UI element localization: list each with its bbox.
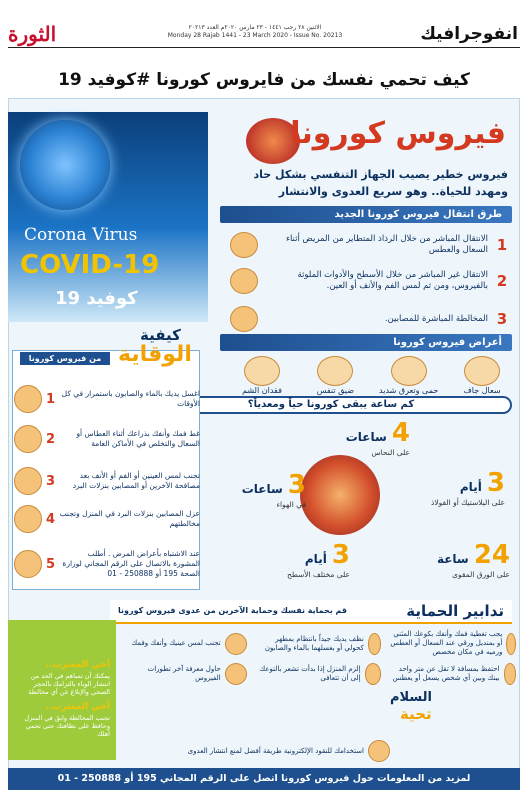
cover-cough-icon [506,633,516,655]
hero-arabic-title: كوفيد 19 [55,288,138,309]
dateline-arabic: الاثنين ٢٨ رجب ١٤٤١ - ٢٣ مارس ٢٠٢٠م العدد ٢٠٢١٣ [188,24,322,31]
survival-item-surfaces: 3 أيام على مختلف الأسطح [287,540,350,579]
dateline [160,24,350,40]
infographic-title: فيروس كورونا [290,116,506,151]
symptom-item: ضيق تنفس [305,356,365,395]
fever-icon [391,356,427,386]
transmission-item [230,232,510,258]
hand-washing-icon [14,385,42,413]
sanitizer-icon [368,633,382,655]
virus-illustration [300,455,380,535]
greeting-word: السلام [390,690,432,705]
measures-grid [120,630,516,685]
distance-icon [504,663,517,685]
transmission-number: 3 [496,309,508,328]
symptom-item: حمى وتعرق شديد [379,356,439,395]
symptom-item: فقدان الشم [232,356,292,395]
intro-text: فيروس خطير يصيب الجهاز التنفسي بشكل حاد ومهدد للحياة.. وهو سريع العدوى والانتشار [253,168,508,198]
measure-item: نظف يديك جيداً بانتظام بمطهر كحولي أو بغسلهما بالماء والصابون [255,630,382,657]
breathing-icon [317,356,353,386]
transmission-text: الانتقال المباشر من خلال الرذاذ المتطاير من المريض أثناء السعال والعطس [285,234,488,255]
transmission-number: 1 [496,235,508,254]
smell-loss-icon [244,356,280,386]
prevention-item: عند الاشتباه بأعراض المرض . أطلب المشورة بالاتصال على الرقم المجاني لوزارة الصحة 195 أو 250888 - 01 5 [14,540,200,588]
dateline-english: Monday 28 Rajab 1441 - 23 March 2020 - Issue No. 20213 [167,32,343,39]
prevention-item: غط فمك وأنفك بذراعك أثناء العطاس أو السعال والتخلص في الأماكن العامة 2 [14,420,200,458]
transmission-number: 2 [496,271,508,290]
measures-header [110,600,512,624]
survival-item-cardboard: 24 ساعة على الورق المقوى [436,540,510,579]
measures-title: تدابير الحماية [406,602,504,620]
symptoms-heading: أعراض فيروس كورونا [220,334,512,351]
expat-title: أخي المغترب.. [45,660,110,670]
survival-item-air: 3 ساعات في الهواء [241,470,306,509]
prevention-item: عزل المصابين بنزلات البرد في المنزل وتجنب مخالطتهم 4 [14,500,200,538]
prevention-title-large: الوقاية [118,342,192,367]
footer-hotline: لمزيد من المعلومات حول فيروس كورونا اتصل على الرقم المجاني 195 أو 250888 - 01 [8,768,520,790]
prevention-subtitle: من فيروس كورونا [20,352,110,365]
transmission-heading: طرق انتقال فيروس كورونا الجديد [220,206,512,223]
survival-item-copper: 4 ساعات على النحاس [345,418,410,457]
survival-item-plastic: 3 أيام على البلاستيك أو الفولاذ [431,468,505,507]
prevention-title: كيفية [140,326,181,344]
measure-item: تجنب لمس عينيك وأنفك وفمك [120,630,247,657]
newspaper-logo: الثورة [8,22,57,46]
prevention-item: اغسل يديك بالماء والصابون باستمرار في كل الأوقات 1 [14,380,200,418]
no-touch-face-icon [225,633,247,655]
virus-illustration [20,120,110,210]
symptoms-list [232,356,512,395]
cough-icon [464,356,500,386]
no-touch-face-icon [14,467,42,495]
symptom-item: سعال جاف [452,356,512,395]
greeting-sign [390,690,518,770]
greeting-word: تحية [400,705,432,723]
hero-covid-title: COVID-19 [20,250,160,280]
prevention-item: تجنب لمس العينين أو الفم أو الأنف بعد مصافحة الآخرين أو المصابين بنزلات البرد 3 [14,462,200,500]
expat-panel [8,620,116,760]
contaminated-surface-icon [230,268,258,294]
isolation-icon [14,505,42,533]
crowd-icon [230,306,258,332]
transmission-text: المخالطة المباشرة للمصابين. [384,313,488,324]
expat-text: تجنب المخالطة وابقَ في المنزل وحافظ على نظافتك حتى تحمي أهلك [24,714,110,738]
cover-mouth-icon [14,425,42,453]
measure-item: حاول معرفة آخر تطورات الفيروس [120,663,247,685]
hero-english-title: Corona Virus [24,225,138,245]
measure-item: استخدامك للنقود الإلكترونية طريقة أفضل لمنع انتشار العدوى [120,740,390,762]
survival-heading: كم ساعة يبقى كورونا حياً ومعدياً؟ [150,396,512,414]
section-title: انفوجرافيك [420,24,518,44]
payment-card-icon [368,740,390,762]
measure-item: احتفظ بمسافة لا تقل عن متر واحد بينك وبين أي شخص يسعل أو يعطس [389,663,516,685]
phone-icon [14,550,42,578]
transmission-item [230,306,510,332]
measures-subtitle: قم بحماية نفسك وحماية الآخرين من عدوى فيروس كورونا [118,606,348,615]
sneezing-person-icon [230,232,258,258]
expat-text: يمكنك أن تساهم في الحد من انتشار الوباء بالتزامك بالحجر الصحي والإبلاغ عن أي مخالطة [28,672,110,696]
news-icon [225,663,247,685]
home-icon [365,663,382,685]
measure-item: إلزم المنزل إذا بدأت تشعر بالتوعك إلى أن تتعافى [255,663,382,685]
transmission-text: الانتقال غير المباشر من خلال الأسطح والأدوات الملوثة بالفيروس، ومن ثم لمس الفم والأنف أو العين. [297,270,488,291]
transmission-item [230,268,510,294]
page-headline: كيف تحمي نفسك من فايروس كورونا #كوفيد 19 [58,70,470,90]
expat-title: أخي المغترب.. [45,702,110,712]
measure-item: يجب تغطية فمك وأنفك بكوعك المثني أو بمنديل ورقي عند السعال أو العطس ورميه في مكان مخصص [389,630,516,657]
